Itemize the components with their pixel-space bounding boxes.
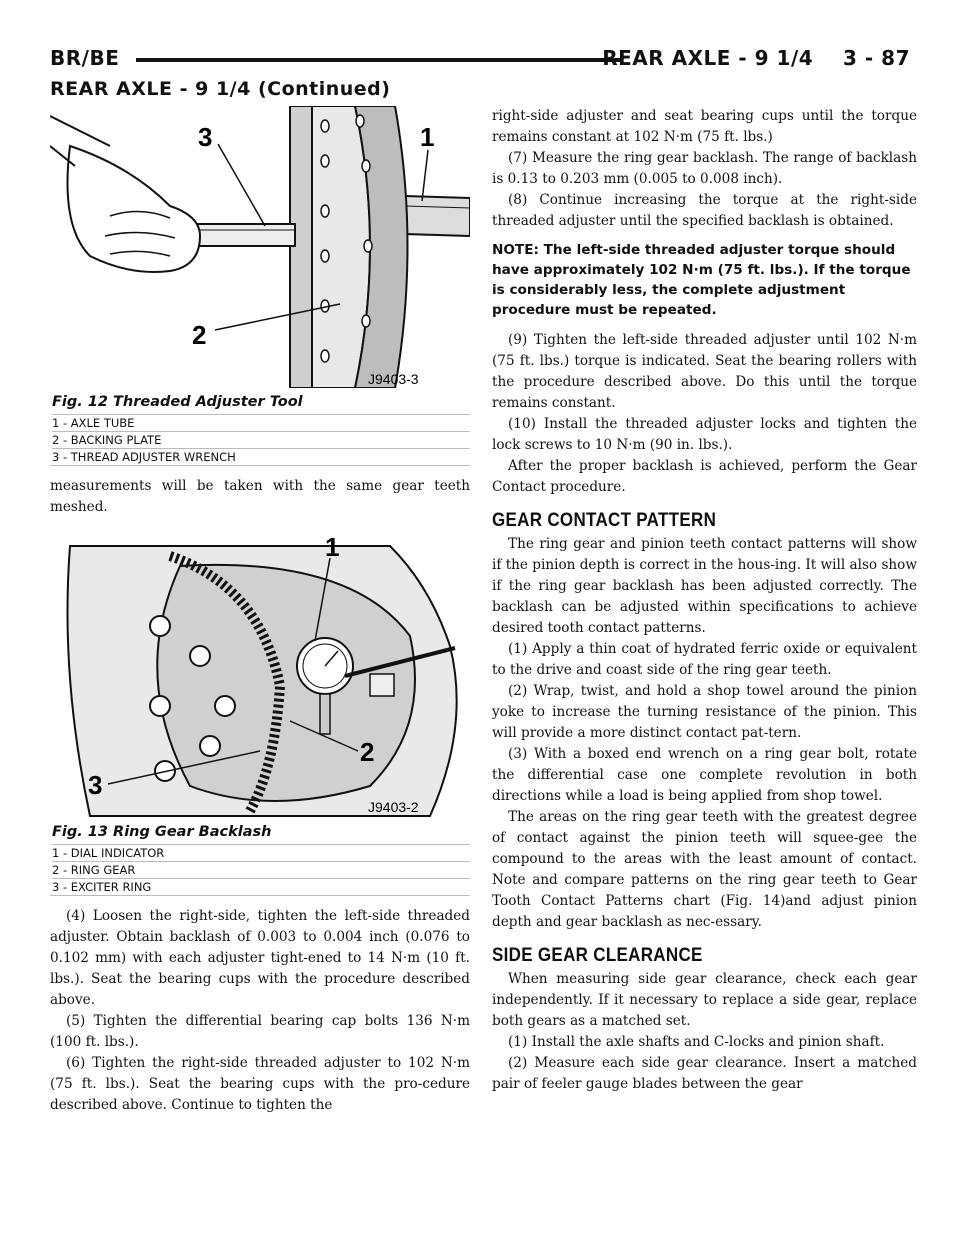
- fig12-legend-item: 3 - THREAD ADJUSTER WRENCH: [52, 448, 470, 465]
- fig13-legend-item: 1 - DIAL INDICATOR: [52, 844, 470, 861]
- heading-side-gear-clearance: SIDE GEAR CLEARANCE: [492, 943, 703, 966]
- fig12-callout-2: 2: [192, 320, 207, 350]
- body-paragraph: The areas on the ring gear teeth with the greatest degree of contact against the pinion teeth will squee-gee the compound to the areas with the least amount of contact. Note and compare patterns on the ring gear teeth to Gear Tooth Contact Patterns chart (Fig. 14)and adjust pinion depth and gear backlash as nec-essary.: [492, 809, 917, 930]
- fig12-callout-1: 1: [420, 122, 435, 152]
- fig13-legend-item: 3 - EXCITER RING: [52, 878, 470, 895]
- body-paragraph: (5) Tighten the differential bearing cap bolts 136 N·m (100 ft. lbs.).: [50, 1013, 470, 1050]
- header-section-page: REAR AXLE - 9 1/4 3 - 87: [602, 46, 910, 70]
- body-paragraph: After the proper backlash is achieved, perform the Gear Contact procedure.: [492, 458, 917, 495]
- body-paragraph: (2) Measure each side gear clearance. Insert a matched pair of feeler gauge blades between the gear: [492, 1055, 917, 1092]
- body-paragraph: (6) Tighten the right-side threaded adjuster to 102 N·m (75 ft. lbs.). Seat the bearing cups with the pro-cedure described above. Continue to tighten the: [50, 1055, 470, 1113]
- fig13-legend: [52, 844, 470, 895]
- fig12-legend-item: 2 - BACKING PLATE: [52, 431, 470, 448]
- note-block: NOTE: The left-side threaded adjuster torque should have approximately 102 N·m (75 ft. lbs.). If the torque is considerably less, the complete adjustment procedure must be repeated.: [492, 242, 911, 318]
- body-paragraph: (8) Continue increasing the torque at the right-side threaded adjuster until the specified backlash is obtained.: [492, 192, 917, 229]
- ring-gear-backlash-illustration: [50, 526, 470, 818]
- figure-12: [50, 106, 470, 466]
- body-paragraph: (9) Tighten the left-side threaded adjuster until 102 N·m (75 ft. lbs.) torque is indicated. Seat the bearing rollers with the procedure described above. Do this until the torque remains constant.: [492, 332, 917, 411]
- body-paragraph: measurements will be taken with the same gear teeth meshed.: [50, 478, 470, 515]
- fig12-legend-item: 1 - AXLE TUBE: [52, 414, 470, 431]
- header-vehicle-code: BR/BE: [50, 46, 120, 70]
- body-paragraph: right-side adjuster and seat bearing cups until the torque remains constant at 102 N·m (75 ft. lbs.): [492, 108, 917, 145]
- fig12-code: J9403-3: [368, 371, 419, 387]
- body-paragraph: (1) Apply a thin coat of hydrated ferric oxide or equivalent to the drive and coast side of the ring gear teeth.: [492, 641, 917, 678]
- body-paragraph: (1) Install the axle shafts and C-locks and pinion shaft.: [508, 1034, 885, 1050]
- heading-gear-contact-pattern: GEAR CONTACT PATTERN: [492, 508, 717, 531]
- body-paragraph: (3) With a boxed end wrench on a ring gear bolt, rotate the differential case one complete revolution in both directions while a load is being applied from shop towel.: [492, 746, 917, 804]
- right-column: [492, 106, 917, 1095]
- page-header: [50, 44, 910, 78]
- left-column: [50, 106, 470, 1116]
- section-subheading: REAR AXLE - 9 1/4 (Continued): [50, 78, 391, 100]
- body-paragraph: (2) Wrap, twist, and hold a shop towel around the pinion yoke to increase the turning resistance of the pinion. This will provide a more distinct contact pat-tern.: [492, 683, 917, 741]
- header-rule: [136, 58, 620, 62]
- fig13-callout-3: 3: [88, 770, 103, 800]
- threaded-adjuster-tool-illustration: [50, 106, 470, 388]
- body-paragraph: (7) Measure the ring gear backlash. The range of backlash is 0.13 to 0.203 mm (0.005 to 0.008 inch).: [492, 150, 917, 187]
- fig12-callout-3: 3: [198, 122, 213, 152]
- fig13-code: J9403-2: [368, 799, 419, 815]
- fig13-legend-item: 2 - RING GEAR: [52, 861, 470, 878]
- body-paragraph: (10) Install the threaded adjuster locks and tighten the lock screws to 10 N·m (90 in. lbs.).: [492, 416, 917, 453]
- fig13-callout-2: 2: [360, 737, 375, 767]
- body-paragraph: The ring gear and pinion teeth contact patterns will show if the pinion depth is correct in the hous-ing. It will also show if the ring gear backlash has been adjusted correctly. The backlash can be adjusted within specifications to achieve desired tooth contact patterns.: [492, 536, 917, 636]
- fig13-caption: Fig. 13 Ring Gear Backlash: [52, 824, 272, 840]
- fig13-callout-1: 1: [325, 532, 340, 562]
- figure-13: [50, 526, 470, 896]
- fig12-caption: Fig. 12 Threaded Adjuster Tool: [52, 394, 303, 410]
- fig12-legend: [52, 414, 470, 465]
- body-paragraph: When measuring side gear clearance, check each gear independently. If it necessary to replace a side gear, replace both gears as a matched set.: [492, 971, 917, 1029]
- body-paragraph: (4) Loosen the right-side, tighten the left-side threaded adjuster. Obtain backlash of 0.003 to 0.004 inch (0.076 to 0.102 mm) with each adjuster tight-ened to 14 N·m (10 ft. lbs.). Seat the bearing cups with the procedure described above.: [50, 908, 470, 1008]
